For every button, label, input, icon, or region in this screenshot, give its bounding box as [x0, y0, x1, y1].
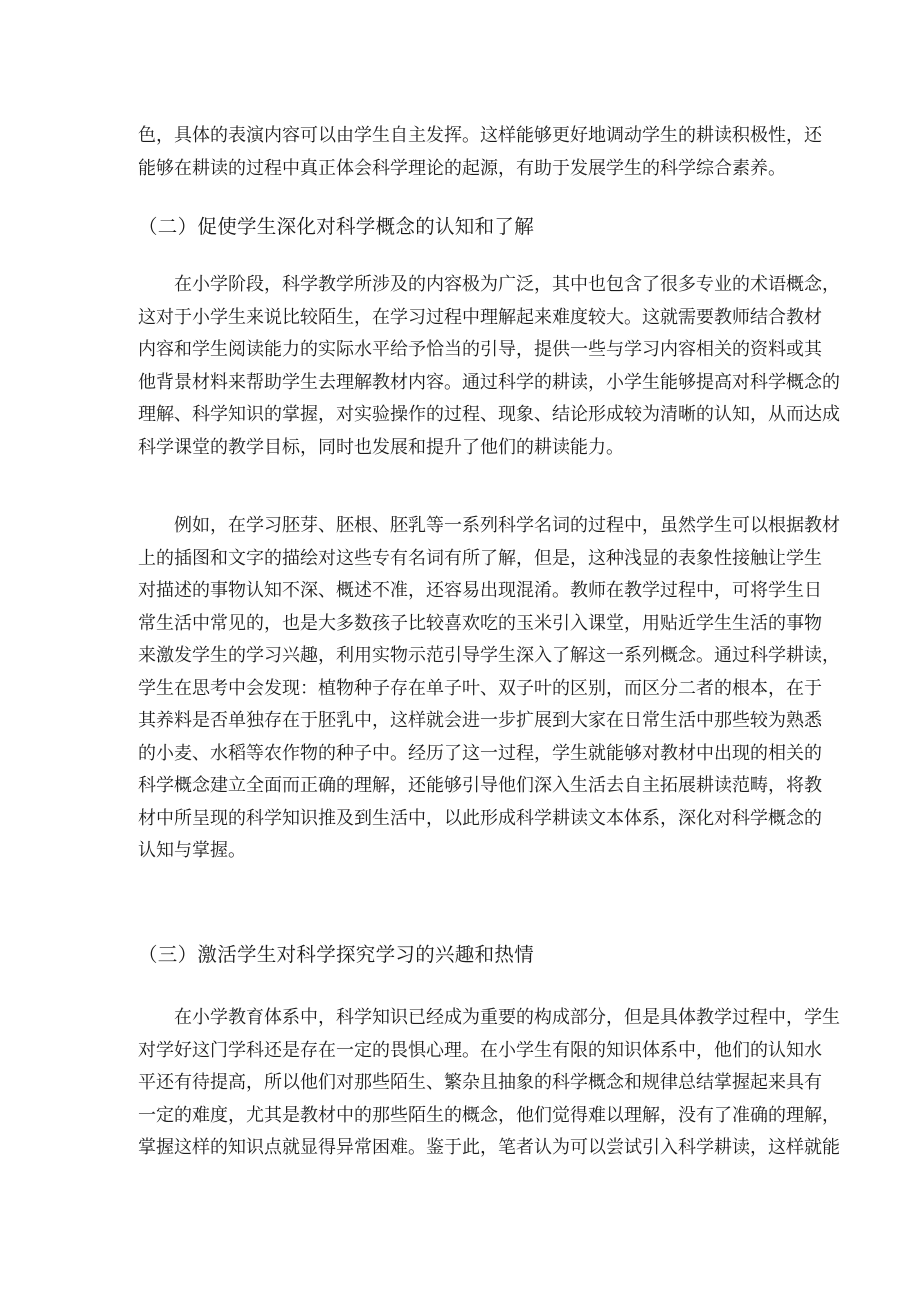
- section-heading-3: （三）激活学生对科学探究学习的兴趣和热情: [138, 943, 535, 966]
- text-line: 上的插图和文字的描绘对这些专有名词有所了解，但是，这种浅显的表象性接触让学生: [138, 547, 822, 569]
- text-line: 掌握这样的知识点就显得异常困难。鉴于此，笔者认为可以尝试引入科学耕读，这样就能: [138, 1137, 840, 1158]
- text-line: 常生活中常见的，也是大多数孩子比较喜欢吃的玉米引入课堂，用贴近学生生活的事物: [138, 612, 822, 634]
- paragraph: [138, 1002, 840, 1165]
- text-line: 的小麦、水稻等农作物的种子中。经历了这一过程，学生就能够对教材中出现的相关的: [138, 742, 822, 764]
- paragraph: [138, 510, 840, 868]
- text-line: 其养料是否单独存在于胚乳中，这样就会进一步扩展到大家在日常生活中那些较为熟悉: [138, 710, 822, 731]
- text-line: 理解、科学知识的掌握，对实验操作的过程、现象、结论形成较为清晰的认知，从而达成: [138, 404, 840, 425]
- text-line: 认知与掌握。: [138, 840, 246, 861]
- paragraph: [138, 269, 840, 464]
- text-line: 对学好这门学科还是存在一定的畏惧心理。在小学生有限的知识体系中，他们的认知水: [138, 1039, 822, 1061]
- text-line: 内容和学生阅读能力的实际水平给予恰当的引导，提供一些与学习内容相关的资料或其: [138, 339, 822, 360]
- text-line: 科学概念建立全面而正确的理解，还能够引导他们深入生活去自主拓展耕读范畴，将教: [138, 775, 822, 796]
- text-line: 这对于小学生来说比较陌生，在学习过程中理解起来难度较大。这就需要教师结合教材: [138, 306, 822, 328]
- text-line: 色，具体的表演内容可以由学生自主发挥。这样能够更好地调动学生的耕读积极性，还: [138, 125, 822, 146]
- text-line: 材中所呈现的科学知识推及到生活中，以此形成科学耕读文本体系，深化对科学概念的: [138, 807, 822, 829]
- text-line: 在小学教育体系中，科学知识已经成为重要的构成部分，但是具体教学过程中，学生: [174, 1007, 840, 1028]
- text-line: 学生在思考中会发现：植物种子存在单子叶、双子叶的区别，而区分二者的根本，在于: [138, 677, 822, 699]
- text-line: 对描述的事物认知不深、概述不准，还容易出现混淆。教师在教学过程中，可将学生日: [138, 580, 822, 601]
- text-line: 例如，在学习胚芽、胚根、胚乳等一系列科学名词的过程中，虽然学生可以根据教材: [174, 515, 840, 536]
- paragraph-continued: [138, 120, 822, 185]
- text-line: 来激发学生的学习兴趣，利用实物示范引导学生深入了解这一系列概念。通过科学耕读，: [138, 645, 840, 666]
- text-line: 科学课堂的教学目标，同时也发展和提升了他们的耕读能力。: [138, 436, 624, 458]
- text-line: 能够在耕读的过程中真正体会科学理论的起源，有助于发展学生的科学综合素养。: [138, 157, 786, 179]
- text-line: 他背景材料来帮助学生去理解教材内容。通过科学的耕读，小学生能够提高对科学概念的: [138, 371, 840, 393]
- text-line: 平还有待提高，所以他们对那些陌生、繁杂且抽象的科学概念和规律总结掌握起来具有: [138, 1072, 822, 1093]
- text-line: 一定的难度，尤其是教材中的那些陌生的概念，他们觉得难以理解，没有了准确的理解，: [138, 1104, 840, 1126]
- text-line: 在小学阶段，科学教学所涉及的内容极为广泛，其中也包含了很多专业的术语概念，: [174, 274, 840, 295]
- section-heading-2: （二）促使学生深化对科学概念的认知和了解: [138, 215, 535, 238]
